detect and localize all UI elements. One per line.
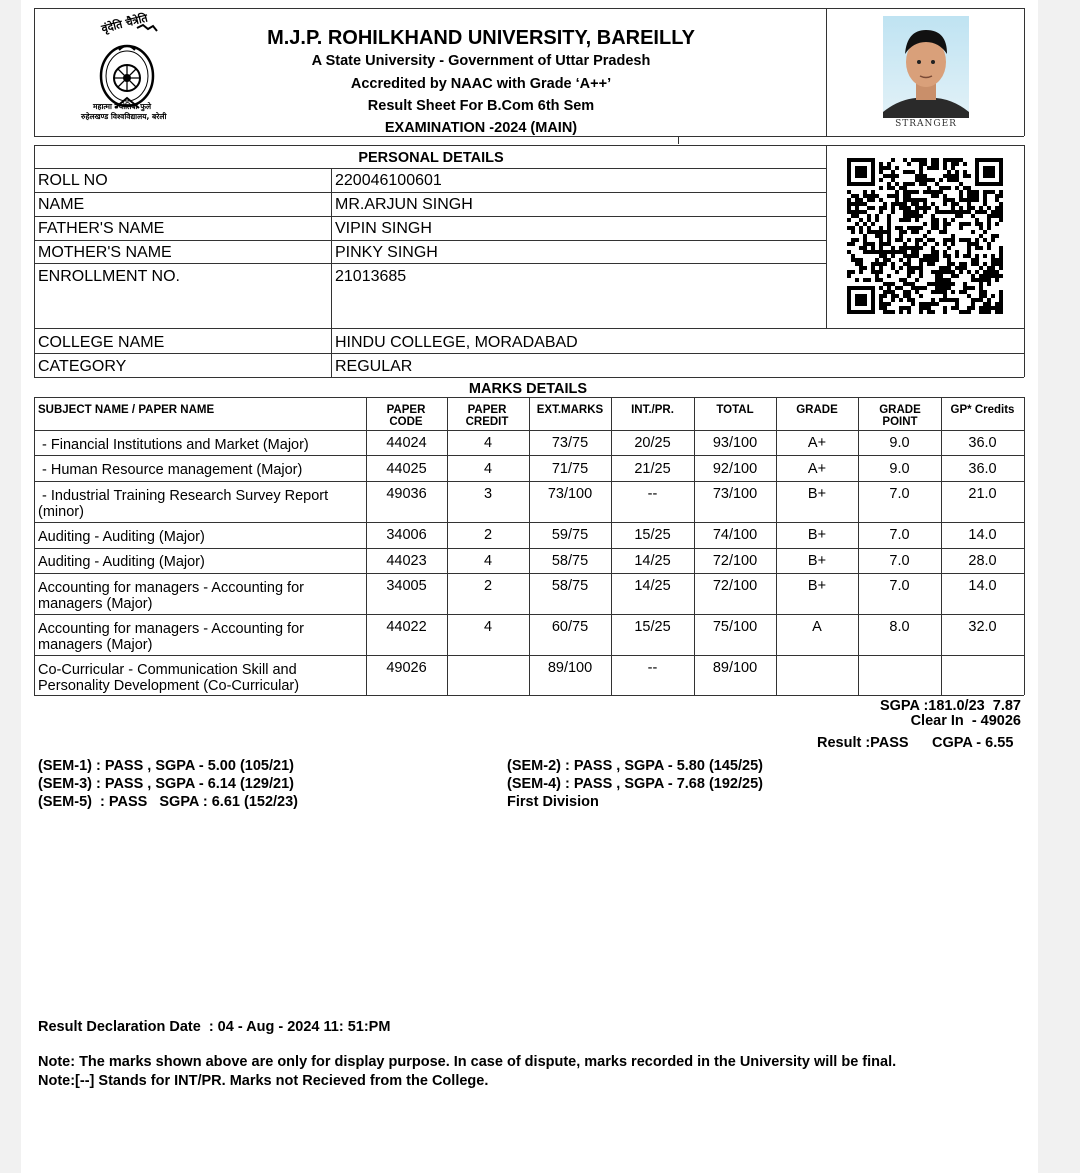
grade: A+ — [807, 461, 827, 477]
grade-point: 7.0 — [889, 578, 910, 594]
subject-name: Accounting for managers - Accounting for managers (Major) — [38, 621, 304, 653]
header-total: TOTAL — [716, 404, 754, 416]
enrollment-label: ENROLLMENT NO. — [38, 268, 180, 285]
int-marks: 15/25 — [634, 527, 671, 543]
ext-marks: 71/75 — [551, 461, 589, 477]
result-sheet — [21, 0, 1038, 1173]
subject-name: - Industrial Training Research Survey Report (minor) — [38, 488, 333, 520]
sem1-result: (SEM-1) : PASS , SGPA - 5.00 (105/21) — [38, 758, 294, 774]
ext-marks: 73/100 — [547, 486, 593, 502]
paper-code: 44025 — [386, 461, 427, 477]
header-gp-credits: GP* Credits — [950, 404, 1015, 416]
sem3-result: (SEM-3) : PASS , SGPA - 6.14 (129/21) — [38, 776, 294, 792]
gp-credits: 36.0 — [968, 435, 997, 451]
int-marks: 21/25 — [634, 461, 671, 477]
subject-name: - Human Resource management (Major) — [38, 462, 303, 478]
logo-top-text: वृंदेति चैत्रेति — [100, 11, 149, 36]
enrollment-value: 21013685 — [335, 268, 407, 285]
grade: A — [812, 619, 822, 635]
total-marks: 72/100 — [712, 578, 758, 594]
grade: A+ — [807, 435, 827, 451]
photo-watermark: STRANGER — [883, 118, 969, 130]
paper-code: 44023 — [386, 553, 427, 569]
paper-code: 49026 — [386, 660, 427, 676]
int-marks: -- — [647, 486, 658, 502]
header-paper-code: PAPER CODE — [386, 404, 426, 428]
header-grade: GRADE — [796, 404, 838, 416]
total-marks: 75/100 — [712, 619, 758, 635]
total-marks: 93/100 — [712, 435, 758, 451]
student-photo — [883, 16, 969, 130]
sem5-result: (SEM-5) : PASS SGPA : 6.61 (152/23) — [38, 794, 299, 810]
mother-name-value: PINKY SINGH — [335, 244, 438, 261]
logo-bottom-text-2: रुहेलखण्ड विश्वविद्यालय, बरेली — [81, 112, 167, 121]
total-marks: 72/100 — [712, 553, 758, 569]
exam-title: EXAMINATION -2024 (MAIN) — [384, 120, 578, 136]
grade: B+ — [807, 578, 827, 594]
total-marks: 89/100 — [712, 660, 758, 676]
paper-credit: 2 — [483, 527, 493, 543]
college-name-label: COLLEGE NAME — [38, 334, 165, 351]
int-marks: -- — [647, 660, 658, 676]
division: First Division — [507, 794, 599, 810]
grade-point: 9.0 — [889, 461, 910, 477]
grade-point: 9.0 — [889, 435, 910, 451]
paper-code: 44022 — [386, 619, 427, 635]
grade: B+ — [807, 553, 827, 569]
sheet-title: Result Sheet For B.Com 6th Sem — [367, 98, 595, 114]
subject-name: - Financial Institutions and Market (Major) — [38, 437, 309, 453]
header-grade-point: GRADE POINT — [879, 404, 921, 428]
ext-marks: 58/75 — [551, 578, 589, 594]
category-value: REGULAR — [335, 358, 413, 375]
logo-bottom-text-1: महात्मा ज्योतिबा फुले — [93, 102, 152, 111]
father-name-value: VIPIN SINGH — [335, 220, 432, 237]
int-marks: 15/25 — [634, 619, 671, 635]
paper-credit: 3 — [483, 486, 493, 502]
subject-name: Co-Curricular - Communication Skill and Personality Development (Co-Curricular) — [38, 662, 300, 694]
header-subject: SUBJECT NAME / PAPER NAME — [38, 404, 215, 416]
paper-credit: 4 — [483, 619, 493, 635]
paper-code: 34006 — [386, 527, 427, 543]
paper-credit: 4 — [483, 553, 493, 569]
college-name-value: HINDU COLLEGE, MORADABAD — [335, 334, 578, 351]
university-logo — [79, 11, 203, 124]
gp-credits: 14.0 — [968, 527, 997, 543]
name-label: NAME — [38, 196, 85, 213]
category-label: CATEGORY — [38, 358, 127, 375]
grade-point: 7.0 — [889, 527, 910, 543]
subject-name: Accounting for managers - Accounting for managers (Major) — [38, 580, 304, 612]
sgpa-summary: SGPA :181.0/23 7.87 — [879, 698, 1021, 714]
subject-name: Auditing - Auditing (Major) — [38, 529, 205, 545]
grade-point: 7.0 — [889, 486, 910, 502]
gp-credits: 32.0 — [968, 619, 997, 635]
note-display-purpose: Note: The marks shown above are only for display purpose. In case of dispute, marks recorded in the University will be final. — [38, 1054, 897, 1070]
paper-credit: 4 — [483, 435, 493, 451]
gp-credits: 28.0 — [968, 553, 997, 569]
paper-code: 34005 — [386, 578, 427, 594]
result-status: Result :PASS — [817, 735, 909, 751]
ext-marks: 89/100 — [547, 660, 593, 676]
clear-in: Clear In - 49026 — [910, 713, 1021, 729]
qr-code — [847, 158, 1003, 314]
result-declaration-date: Result Declaration Date : 04 - Aug - 2024 11: 51:PM — [38, 1019, 391, 1035]
paper-code: 49036 — [386, 486, 427, 502]
total-marks: 73/100 — [712, 486, 758, 502]
sem4-result: (SEM-4) : PASS , SGPA - 7.68 (192/25) — [507, 776, 763, 792]
total-marks: 74/100 — [712, 527, 758, 543]
grade-point: 7.0 — [889, 553, 910, 569]
ext-marks: 59/75 — [551, 527, 589, 543]
ext-marks: 58/75 — [551, 553, 589, 569]
roll-no-label: ROLL NO — [38, 172, 108, 189]
personal-details-title: PERSONAL DETAILS — [358, 150, 504, 166]
sem2-result: (SEM-2) : PASS , SGPA - 5.80 (145/25) — [507, 758, 763, 774]
subject-name: Auditing - Auditing (Major) — [38, 554, 205, 570]
paper-credit: 2 — [483, 578, 493, 594]
father-name-label: FATHER'S NAME — [38, 220, 165, 237]
grade-point: 8.0 — [889, 619, 910, 635]
header-ext-marks: EXT.MARKS — [536, 404, 604, 416]
cgpa: CGPA - 6.55 — [932, 735, 1014, 751]
header-paper-credit: PAPER CREDIT — [465, 404, 509, 428]
university-name: M.J.P. ROHILKHAND UNIVERSITY, BAREILLY — [267, 27, 695, 49]
university-seal-icon — [79, 22, 203, 112]
int-marks: 20/25 — [634, 435, 671, 451]
gp-credits: 14.0 — [968, 578, 997, 594]
grade: B+ — [807, 527, 827, 543]
gp-credits: 21.0 — [968, 486, 997, 502]
paper-code: 44024 — [386, 435, 427, 451]
grade: B+ — [807, 486, 827, 502]
total-marks: 92/100 — [712, 461, 758, 477]
name-value: MR.ARJUN SINGH — [335, 196, 473, 213]
gp-credits: 36.0 — [968, 461, 997, 477]
marks-details-title: MARKS DETAILS — [468, 381, 588, 397]
header-int-pr: INT./PR. — [631, 404, 674, 416]
int-marks: 14/25 — [634, 578, 671, 594]
accreditation: Accredited by NAAC with Grade ‘A++’ — [350, 76, 612, 92]
mother-name-label: MOTHER'S NAME — [38, 244, 172, 261]
paper-credit: 4 — [483, 461, 493, 477]
ext-marks: 73/75 — [551, 435, 589, 451]
ext-marks: 60/75 — [551, 619, 589, 635]
roll-no-value: 220046100601 — [335, 172, 442, 189]
university-subtitle: A State University - Government of Uttar Pradesh — [311, 53, 651, 69]
int-marks: 14/25 — [634, 553, 671, 569]
note-int-pr: Note:[--] Stands for INT/PR. Marks not Recieved from the College. — [38, 1073, 489, 1089]
